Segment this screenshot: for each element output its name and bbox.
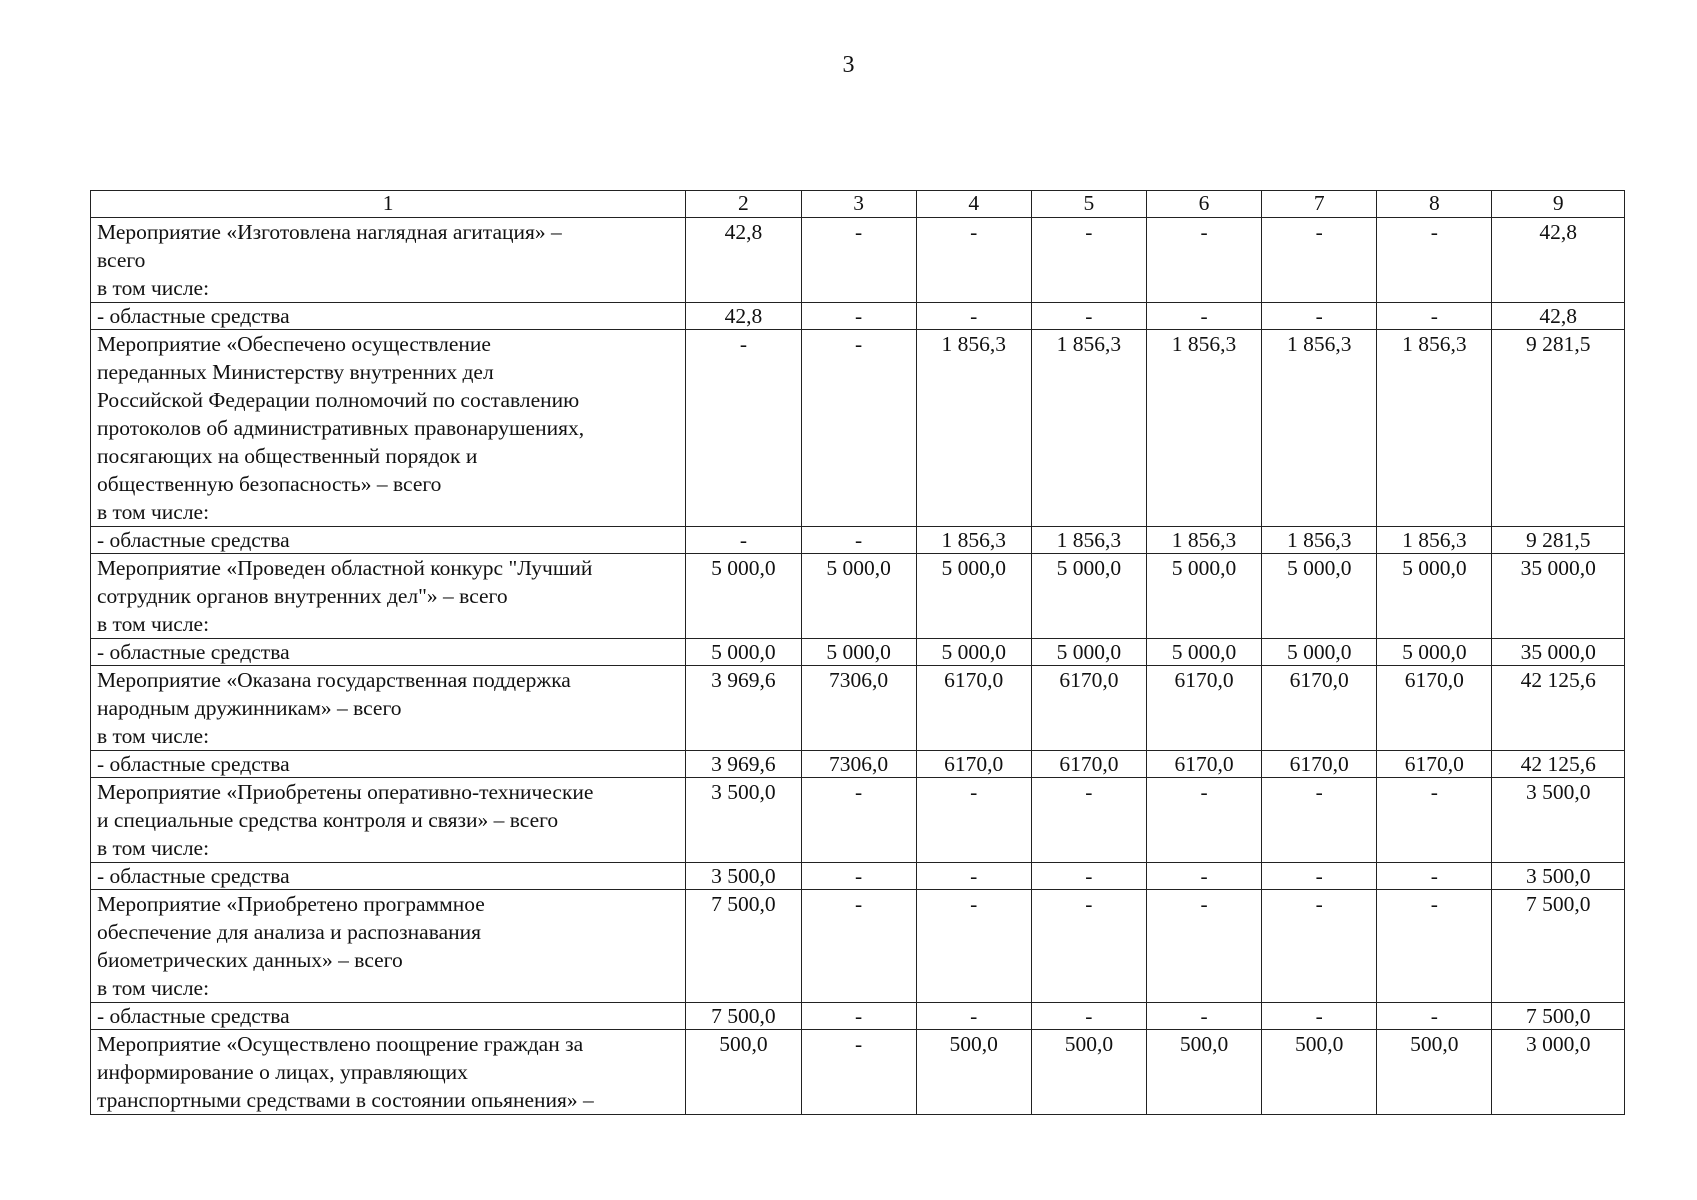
value-cell: 3 500,0	[686, 778, 801, 863]
value-cell: -	[1031, 218, 1146, 303]
table-row-subtotal	[91, 639, 1625, 666]
value-cell: 1 856,3	[916, 330, 1031, 527]
value-cell: -	[1262, 778, 1377, 863]
value-cell: 1 856,3	[1146, 330, 1261, 527]
value-cell: 1 856,3	[1031, 527, 1146, 554]
value-cell: -	[1262, 303, 1377, 330]
value-cell: 6170,0	[1146, 751, 1261, 778]
value-cell: -	[801, 778, 916, 863]
value-cell: -	[916, 218, 1031, 303]
value-cell: 7306,0	[801, 751, 916, 778]
value-cell: 5 000,0	[686, 639, 801, 666]
value-cell: -	[916, 863, 1031, 890]
value-cell: 6170,0	[916, 751, 1031, 778]
value-cell: -	[1146, 890, 1261, 1003]
total-cell: 9 281,5	[1492, 527, 1625, 554]
total-cell: 3 000,0	[1492, 1030, 1625, 1115]
value-cell: 500,0	[1146, 1030, 1261, 1115]
value-cell: -	[1377, 218, 1492, 303]
total-cell: 7 500,0	[1492, 1003, 1625, 1030]
column-header: 4	[916, 191, 1031, 218]
value-cell: 5 000,0	[1031, 554, 1146, 639]
value-cell: 6170,0	[1377, 666, 1492, 751]
table-row-subtotal	[91, 863, 1625, 890]
value-cell: -	[801, 863, 916, 890]
value-cell: 7 500,0	[686, 1003, 801, 1030]
value-cell: -	[686, 330, 801, 527]
value-cell: 5 000,0	[1262, 554, 1377, 639]
value-cell: 500,0	[1377, 1030, 1492, 1115]
value-cell: -	[1377, 303, 1492, 330]
value-cell: 1 856,3	[1377, 330, 1492, 527]
total-cell: 42,8	[1492, 218, 1625, 303]
total-cell: 9 281,5	[1492, 330, 1625, 527]
value-cell: -	[916, 778, 1031, 863]
table-row-subtotal	[91, 303, 1625, 330]
value-cell: 5 000,0	[1262, 639, 1377, 666]
total-cell: 42,8	[1492, 303, 1625, 330]
value-cell: -	[801, 1030, 916, 1115]
total-cell: 35 000,0	[1492, 639, 1625, 666]
table-row-activity	[91, 1030, 1625, 1115]
total-cell: 3 500,0	[1492, 778, 1625, 863]
value-cell: -	[1146, 1003, 1261, 1030]
table-row-activity	[91, 218, 1625, 303]
table-row-subtotal	[91, 527, 1625, 554]
value-cell: -	[1146, 218, 1261, 303]
total-cell: 7 500,0	[1492, 890, 1625, 1003]
value-cell: -	[1262, 863, 1377, 890]
table-row-activity	[91, 778, 1625, 863]
value-cell: -	[1031, 778, 1146, 863]
table-header	[91, 191, 1625, 218]
activity-label: Мероприятие «Приобретены оперативно-технические и специальные средства контроля и связи» – всего в том числе:	[91, 778, 686, 863]
value-cell: -	[801, 527, 916, 554]
value-cell: 5 000,0	[1377, 639, 1492, 666]
table-row-subtotal	[91, 751, 1625, 778]
value-cell: 7306,0	[801, 666, 916, 751]
table-row-activity	[91, 554, 1625, 639]
value-cell: -	[1031, 863, 1146, 890]
value-cell: 500,0	[1031, 1030, 1146, 1115]
value-cell: -	[1377, 1003, 1492, 1030]
value-cell: 6170,0	[1262, 666, 1377, 751]
value-cell: -	[1146, 303, 1261, 330]
column-header: 7	[1262, 191, 1377, 218]
value-cell: 500,0	[916, 1030, 1031, 1115]
value-cell: 5 000,0	[801, 554, 916, 639]
value-cell: 5 000,0	[916, 554, 1031, 639]
value-cell: -	[801, 303, 916, 330]
value-cell: 6170,0	[1031, 751, 1146, 778]
value-cell: 5 000,0	[916, 639, 1031, 666]
column-header: 1	[91, 191, 686, 218]
funding-source-label: - областные средства	[91, 303, 686, 330]
table-row-activity	[91, 890, 1625, 1003]
column-header: 6	[1146, 191, 1261, 218]
value-cell: 6170,0	[1262, 751, 1377, 778]
value-cell: 5 000,0	[1377, 554, 1492, 639]
value-cell: -	[916, 890, 1031, 1003]
table-row-subtotal	[91, 1003, 1625, 1030]
funding-source-label: - областные средства	[91, 527, 686, 554]
activity-label: Мероприятие «Оказана государственная поддержка народным дружинникам» – всего в том числе:	[91, 666, 686, 751]
value-cell: -	[1377, 778, 1492, 863]
value-cell: 6170,0	[1377, 751, 1492, 778]
value-cell: -	[1146, 778, 1261, 863]
value-cell: -	[686, 527, 801, 554]
value-cell: -	[916, 1003, 1031, 1030]
funding-source-label: - областные средства	[91, 639, 686, 666]
value-cell: 1 856,3	[1262, 527, 1377, 554]
value-cell: 500,0	[1262, 1030, 1377, 1115]
value-cell: -	[1031, 890, 1146, 1003]
value-cell: 1 856,3	[1031, 330, 1146, 527]
value-cell: 7 500,0	[686, 890, 801, 1003]
value-cell: -	[1031, 303, 1146, 330]
value-cell: -	[916, 303, 1031, 330]
value-cell: -	[801, 218, 916, 303]
value-cell: 5 000,0	[1031, 639, 1146, 666]
value-cell: 1 856,3	[1146, 527, 1261, 554]
column-header: 8	[1377, 191, 1492, 218]
column-header: 3	[801, 191, 916, 218]
value-cell: -	[1262, 1003, 1377, 1030]
value-cell: -	[801, 1003, 916, 1030]
value-cell: 3 969,6	[686, 751, 801, 778]
value-cell: -	[1031, 1003, 1146, 1030]
value-cell: 5 000,0	[1146, 639, 1261, 666]
value-cell: 1 856,3	[1377, 527, 1492, 554]
value-cell: 500,0	[686, 1030, 801, 1115]
funding-source-label: - областные средства	[91, 751, 686, 778]
funding-source-label: - областные средства	[91, 863, 686, 890]
value-cell: -	[1262, 218, 1377, 303]
value-cell: 6170,0	[1031, 666, 1146, 751]
activity-label: Мероприятие «Обеспечено осуществление переданных Министерству внутренних дел Российской Федерации полномочий по составлению протоколов об административных правонарушениях, посягающих на общественный порядок и общественную безопасность» – всего в том числе:	[91, 330, 686, 527]
value-cell: 1 856,3	[1262, 330, 1377, 527]
value-cell: -	[801, 330, 916, 527]
funding-source-label: - областные средства	[91, 1003, 686, 1030]
value-cell: -	[1262, 890, 1377, 1003]
value-cell: 5 000,0	[686, 554, 801, 639]
value-cell: 42,8	[686, 303, 801, 330]
value-cell: 5 000,0	[1146, 554, 1261, 639]
value-cell: -	[801, 890, 916, 1003]
value-cell: 6170,0	[1146, 666, 1261, 751]
column-header: 5	[1031, 191, 1146, 218]
value-cell: -	[1146, 863, 1261, 890]
activity-label: Мероприятие «Проведен областной конкурс "Лучший сотрудник органов внутренних дел"» – всего в том числе:	[91, 554, 686, 639]
activity-label: Мероприятие «Изготовлена наглядная агитация» – всего в том числе:	[91, 218, 686, 303]
value-cell: -	[1377, 890, 1492, 1003]
page-number: 3	[842, 52, 855, 78]
header-row	[91, 191, 1625, 218]
table-row-activity	[91, 666, 1625, 751]
total-cell: 42 125,6	[1492, 666, 1625, 751]
column-header: 9	[1492, 191, 1625, 218]
value-cell: 42,8	[686, 218, 801, 303]
total-cell: 42 125,6	[1492, 751, 1625, 778]
total-cell: 3 500,0	[1492, 863, 1625, 890]
activity-label: Мероприятие «Приобретено программное обеспечение для анализа и распознавания биометрических данных» – всего в том числе:	[91, 890, 686, 1003]
value-cell: 1 856,3	[916, 527, 1031, 554]
value-cell: 3 500,0	[686, 863, 801, 890]
table-row-activity	[91, 330, 1625, 527]
table-body	[91, 218, 1625, 1115]
budget-table	[90, 190, 1625, 1115]
value-cell: -	[1377, 863, 1492, 890]
column-header: 2	[686, 191, 801, 218]
activity-label: Мероприятие «Осуществлено поощрение граждан за информирование о лицах, управляющих транспортными средствами в состоянии опьянения» –	[91, 1030, 686, 1115]
value-cell: 5 000,0	[801, 639, 916, 666]
total-cell: 35 000,0	[1492, 554, 1625, 639]
value-cell: 3 969,6	[686, 666, 801, 751]
value-cell: 6170,0	[916, 666, 1031, 751]
